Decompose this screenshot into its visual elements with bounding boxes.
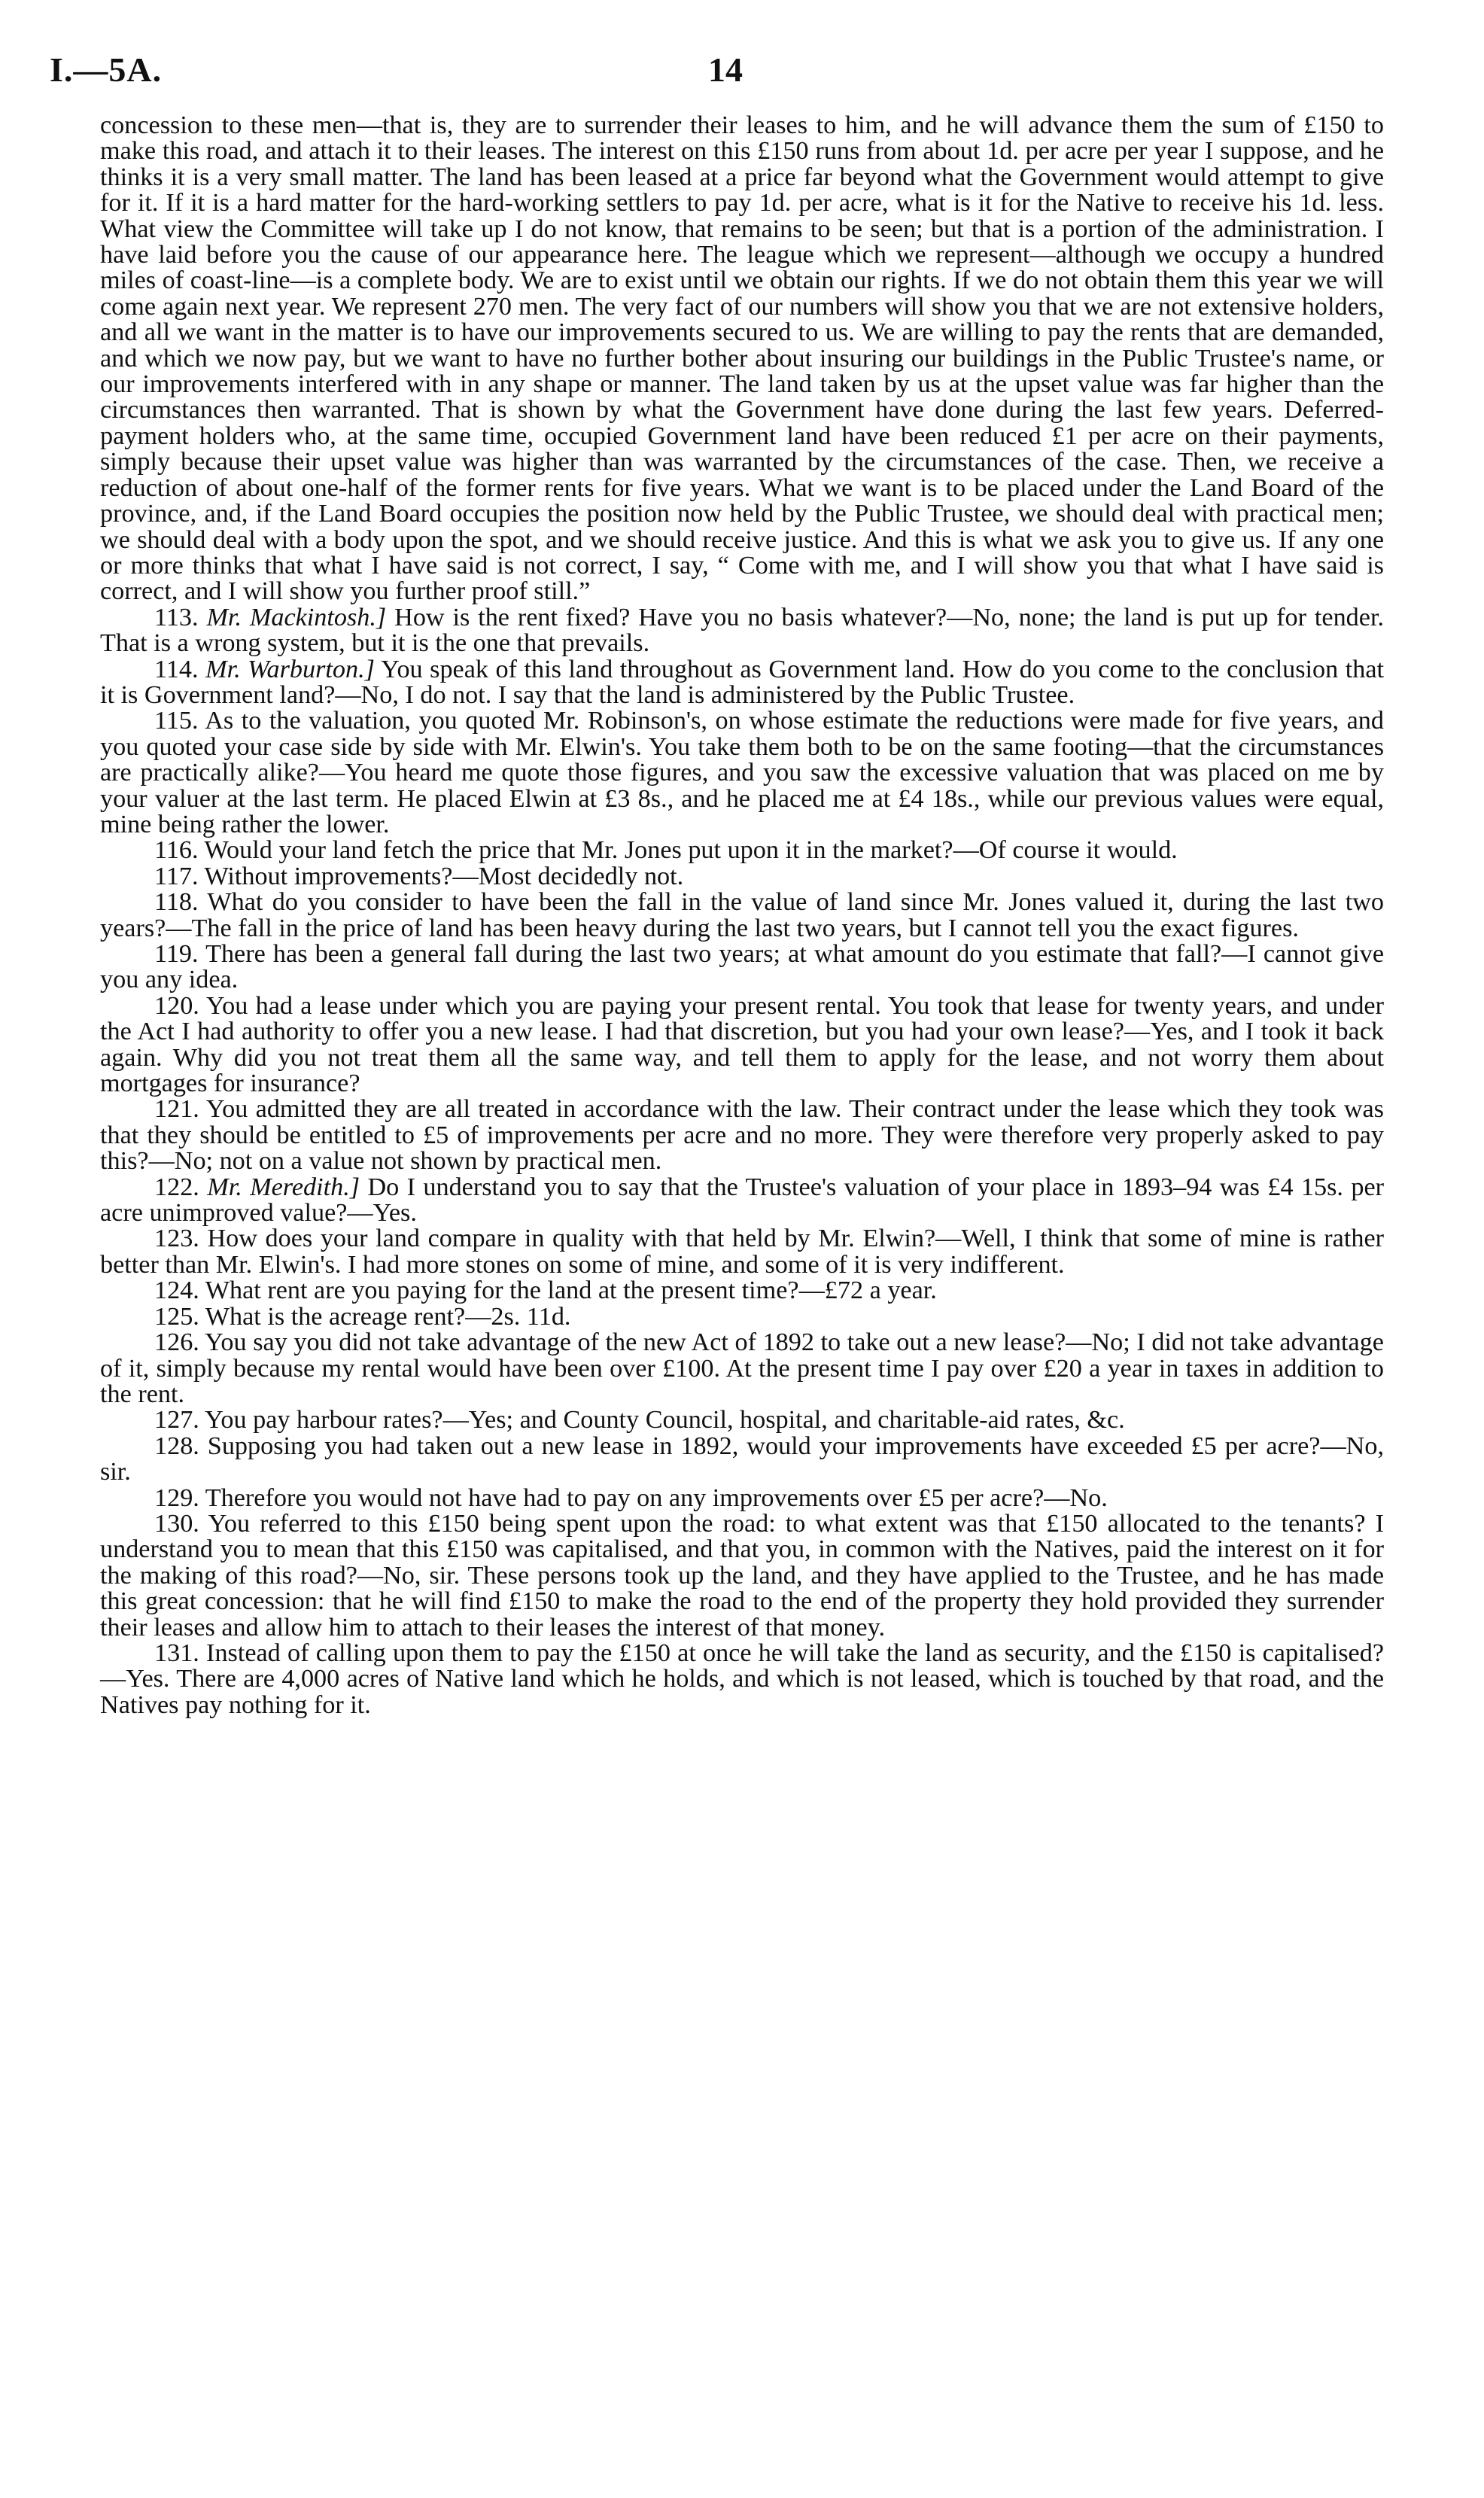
question-125: 125. What is the acreage rent?—2s. 11d. <box>154 1302 571 1331</box>
question-130: 130. You referred to this £150 being spent upon the road: to what extent was that £150 allocated to the tenants? I understand you to mean that this £150 was capitalised, and that you, in common with the Natives, paid the interest on it for the making of this road?—No, sir. These persons took up the land, and they have applied to the Trustee, and he has made this great concession: that he will find £150 to make the road to the end of the property they hold provided they surrender their leases and allow him to attach to their leases the interest of that money. <box>100 1509 1384 1641</box>
question-text: You speak of this land throughout as Government land. How do you come to the conclusion that it is Government land?—No, I do not. I say that the land is administered by the Public Trustee. <box>100 655 1385 709</box>
question-128: 128. Supposing you had taken out a new lease in 1892, would your improvements have exceeded £5 per acre?—No, sir. <box>100 1432 1384 1486</box>
question-113 <box>100 605 1384 657</box>
question-118: 118. What do you consider to have been the fall in the value of land since Mr. Jones valued it, during the last two years?—The fall in the price of land has been heavy during the last two years, but I cannot tell you the exact figures. <box>100 888 1384 942</box>
page-header <box>50 50 1434 95</box>
question-number: 113. <box>154 603 199 631</box>
question-131: 131. Instead of calling upon them to pay the £150 at once he will take the land as security, and the £150 is capitalised?—Yes. There are 4,000 acres of Native land which he holds, and which is not leased, which is touched by that road, and the Natives pay nothing for it. <box>100 1638 1384 1719</box>
question-115: 115. As to the valuation, you quoted Mr. Robinson's, on whose estimate the reductions were made for five years, and you quoted your case side by side with Mr. Elwin's. You take them both to be on the same footing—that the circumstances are practically alike?—You heard me quote those figures, and you saw the excessive valuation that was placed on me by your valuer at the last term. He placed Elwin at £3 8s., and he placed me at £4 18s., while our previous values were equal, mine being rather the lower. <box>100 707 1384 838</box>
question-123: 123. How does your land compare in quality with that held by Mr. Elwin?—Well, I think that some of mine is rather better than Mr. Elwin's. I had more stones on some of mine, and some of it is very indifferent. <box>100 1225 1384 1279</box>
question-117: 117. Without improvements?—Most decidedly not. <box>154 862 684 890</box>
question-122 <box>100 1175 1384 1227</box>
evidence-text <box>100 113 1384 1718</box>
paper-reference: I.—5A. <box>50 50 163 89</box>
question-120: 120. You had a lease under which you are paying your present rental. You took that lease for twenty years, and under the Act I had authority to offer you a new lease. I had that discretion, but you had your own lease?—Yes, and I took it back again. Why did you not treat them all the same way, and tell them to apply for the lease, and not worry them about mortgages for insurance? <box>100 991 1384 1098</box>
question-number: 114. <box>154 655 199 683</box>
question-116: 116. Would your land fetch the price that Mr. Jones put upon it in the market?—Of course it would. <box>154 836 1178 865</box>
question-text: How is the rent fixed? Have you no basis whatever?—No, none; the land is put up for tender. That is a wrong system, but it is the one that prevails. <box>100 603 1384 658</box>
question-text: Do I understand you to say that the Trustee's valuation of your place in 1893–94 was £4 15s. per acre unimproved value?—Yes. <box>100 1173 1385 1228</box>
question-121: 121. You admitted they are all treated in accordance with the law. Their contract under the lease which they took was that they should be entitled to £5 of improvements per acre and no more. They were therefore very properly asked to pay this?—No; not on a value not shown by practical men. <box>100 1095 1384 1176</box>
page-number: 14 <box>708 50 743 89</box>
question-129: 129. Therefore you would not have had to pay on any improvements over £5 per acre?—No. <box>154 1483 1108 1512</box>
question-114 <box>100 657 1384 709</box>
speaker: Mr. Meredith.] <box>207 1173 360 1201</box>
paragraph-intro: concession to these men—that is, they are to surrender their leases to him, and he will advance them the sum of £150 to make this road, and attach it to their leases. The interest on this £150 runs from about 1d. per acre per year I suppose, and he thinks it is a very small matter. The land has been leased at a price far beyond what the Government would attempt to give for it. If it is a hard matter for the hard-working settlers to pay 1d. per acre, what is it for the Native to receive his 1d. less. What view the Committee will take up I do not know, that remains to be seen; but that is a portion of the administration. I have laid before you the cause of our appearance here. The league which we represent—although we occupy a hundred miles of coast-line—is a complete body. We are to exist until we obtain our rights. If we do not obtain them this year we will come again next year. We represent 270 men. The very fact of our numbers will show you that we are not extensive holders, and all we want in the matter is to have our improvements secured to us. We are willing to pay the rents that are demanded, and which we now pay, but we want to have no further bother about insuring our buildings in the Public Trustee's name, or our improvements interfered with in any shape or manner. The land taken by us at the upset value was far higher than the circumstances then warranted. That is shown by what the Government have done during the last few years. Deferred-payment holders who, at the same time, occupied Government land have been reduced £1 per acre on their payments, simply because their upset value was higher than was warranted by the circumstances of the case. Then, we receive a reduction of about one-half of the former rents for five years. What we want is to be placed under the Land Board of the province, and, if the Land Board occupies the position now held by the Public Trustee, we should deal with practical men; we should deal with a body upon the spot, and we should receive justice. And this is what we ask you to give us. If any one or more thinks that what I have said is not correct, I say, “ Come with me, and I will show you that what I have said is correct, and I will show you further proof still.” <box>100 111 1384 606</box>
question-126: 126. You say you did not take advantage of the new Act of 1892 to take out a new lease?—No; I did not take advantage of it, simply because my rental would have been over £100. At the present time I pay over £20 a year in taxes in addition to the rent. <box>100 1328 1384 1408</box>
question-124: 124. What rent are you paying for the land at the present time?—£72 a year. <box>154 1276 937 1305</box>
question-127: 127. You pay harbour rates?—Yes; and County Council, hospital, and charitable-aid rates, &c. <box>154 1406 1125 1435</box>
speaker: Mr. Mackintosh.] <box>206 603 387 631</box>
question-number: 122. <box>154 1173 199 1201</box>
question-119: 119. There has been a general fall during the last two years; at what amount do you estimate that fall?—I cannot give you any idea. <box>100 940 1384 994</box>
speaker: Mr. Warburton.] <box>205 655 375 683</box>
